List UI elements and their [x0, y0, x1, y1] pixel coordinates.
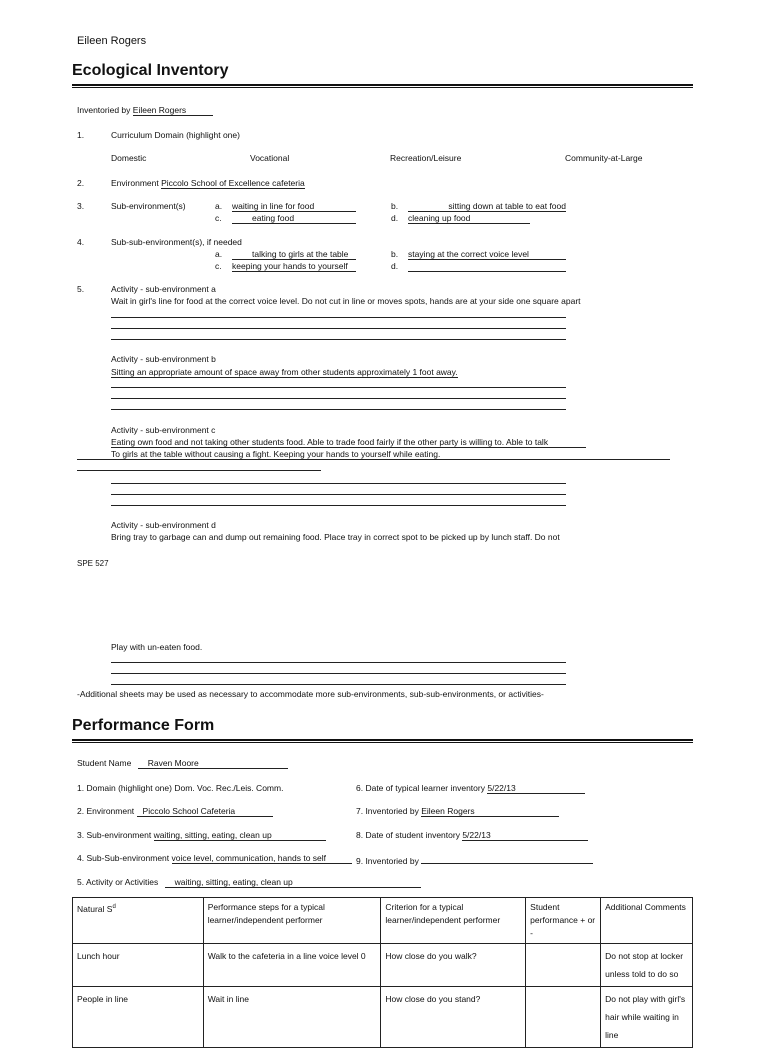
table-header-student-performance: Student performance + or - — [526, 898, 601, 944]
q3-d-mark: d. — [391, 213, 399, 223]
subenv-d-field[interactable] — [408, 213, 530, 224]
answer-line[interactable] — [111, 387, 566, 388]
answer-line[interactable] — [111, 317, 566, 318]
perf-inventoried-by-label: 7. Inventoried by — [356, 806, 419, 816]
activity-b-text: Sitting an appropriate amount of space away from other students approximately 1 foot away. — [111, 367, 458, 377]
q2-number: 2. — [77, 178, 85, 188]
answer-line[interactable] — [77, 470, 321, 471]
perf-subsubenv-label: 4. Sub-Sub-environment — [77, 853, 170, 863]
date-student-row — [356, 830, 588, 841]
answer-line[interactable] — [111, 409, 566, 410]
inventoried-by-label: Inventoried by — [77, 105, 131, 115]
subenv-b-value: sitting down at table to eat food — [408, 201, 566, 212]
q3-a-mark: a. — [215, 201, 223, 211]
subenv-c-field[interactable] — [232, 213, 356, 224]
perf-activities-field[interactable]: waiting, sitting, eating, clean up — [165, 877, 421, 888]
inventoried-by-field[interactable]: Eileen Rogers — [133, 105, 213, 116]
perf-subsubenv-field[interactable]: voice level, communication, hands to self — [172, 853, 352, 864]
environment-row — [77, 806, 273, 817]
subsub-d-value — [408, 261, 566, 272]
activity-c-text-1: Eating own food and not taking other students food. Able to trade food fairly if the other party is willing to. Able to talk — [111, 437, 586, 448]
date-student-field[interactable]: 5/22/13 — [462, 830, 588, 841]
q3-number: 3. — [77, 201, 85, 211]
subenv-d-value: cleaning up food — [408, 213, 530, 224]
title-divider — [72, 84, 693, 88]
activity-c-text-2[interactable]: To girls at the table without causing a fight. Keeping your hands to yourself while eating. — [111, 449, 441, 459]
date-student-label: 8. Date of student inventory — [356, 830, 460, 840]
perf-activities-label: 5. Activity or Activities — [77, 877, 159, 887]
answer-line[interactable] — [111, 398, 566, 399]
table-cell[interactable]: Walk to the cafeteria in a line voice level 0 — [203, 944, 381, 987]
q1-number: 1. — [77, 130, 85, 140]
domain-option-community[interactable]: Community-at-Large — [565, 153, 643, 163]
table-cell[interactable]: How close do you walk? — [381, 944, 526, 987]
domain-row[interactable]: 1. Domain (highlight one) Dom. Voc. Rec./Leis. Comm. — [77, 783, 284, 793]
q3-c-mark: c. — [215, 213, 222, 223]
activity-d-label: Activity - sub-environment d — [111, 520, 216, 530]
q4-c-mark: c. — [215, 261, 222, 271]
table-row — [73, 944, 693, 987]
q2-row — [111, 178, 305, 189]
perf-inventoried-by-2-label: 9. Inventoried by — [356, 856, 419, 866]
perf-subenv-label: 3. Sub-environment — [77, 830, 152, 840]
answer-line[interactable] — [111, 662, 566, 663]
perf-environment-field[interactable]: Piccolo School Cafeteria — [137, 806, 273, 817]
subsub-a-value: talking to girls at the table — [232, 249, 356, 260]
date-typical-label: 6. Date of typical learner inventory — [356, 783, 485, 793]
table-row — [73, 987, 693, 1048]
domain-option-vocational[interactable]: Vocational — [250, 153, 290, 163]
date-typical-row — [356, 783, 585, 794]
environment-field[interactable]: Piccolo School of Excellence cafeteria — [161, 178, 305, 188]
subsub-b-field[interactable] — [408, 249, 566, 260]
header-superscript: d — [112, 904, 116, 910]
answer-line[interactable] — [111, 483, 566, 484]
table-header-natural-sd — [73, 898, 204, 944]
student-name-row — [77, 758, 288, 769]
student-name-label: Student Name — [77, 758, 132, 768]
table-cell[interactable]: Do not stop at locker unless told to do so — [601, 944, 693, 987]
header-text: Natural S — [77, 903, 113, 914]
subsub-a-field[interactable] — [232, 249, 356, 260]
subenv-c-value: eating food — [232, 213, 356, 224]
activity-b-field[interactable] — [111, 367, 458, 378]
activity-d-text-continued[interactable]: Play with un-eaten food. — [111, 642, 203, 652]
subsub-b-value: staying at the correct voice level — [408, 249, 566, 260]
student-name-field[interactable]: Raven Moore — [138, 758, 288, 769]
performance-title: Performance Form — [72, 717, 215, 734]
subenv-row — [77, 830, 326, 841]
subsubenv-row — [77, 853, 352, 864]
perf-environment-label: 2. Environment — [77, 806, 135, 816]
inventoried-by-perf-row — [356, 806, 559, 817]
table-cell[interactable]: People in line — [73, 987, 204, 1048]
inventoried-by-2-row — [356, 853, 593, 866]
table-header-performance-steps: Performance steps for a typical learner/independent performer — [203, 898, 381, 944]
table-header-criterion: Criterion for a typical learner/independent performer — [381, 898, 526, 944]
answer-line[interactable] — [77, 459, 670, 460]
q1-label: Curriculum Domain (highlight one) — [111, 130, 240, 140]
q3-b-mark: b. — [391, 201, 399, 211]
activity-c-field-1[interactable] — [111, 437, 586, 448]
inventory-title: Ecological Inventory — [72, 62, 229, 79]
perf-subenv-field[interactable]: waiting, sitting, eating, clean up — [154, 830, 326, 841]
table-header-comments: Additional Comments — [601, 898, 693, 944]
date-typical-field[interactable]: 5/22/13 — [487, 783, 585, 794]
table-cell[interactable] — [526, 944, 601, 987]
q4-b-mark: b. — [391, 249, 399, 259]
q4-number: 4. — [77, 237, 85, 247]
subsub-d-field[interactable] — [408, 261, 566, 274]
q4-label: Sub-sub-environment(s), if needed — [111, 237, 242, 247]
q4-a-mark: a. — [215, 249, 223, 259]
table-cell[interactable]: Do not play with girl's hair while waiting in line — [601, 987, 693, 1048]
page-footer-code: SPE 527 — [77, 559, 109, 568]
table-cell[interactable]: Wait in line — [203, 987, 381, 1048]
performance-table — [72, 897, 693, 1048]
inventoried-by-row — [77, 105, 213, 116]
table-cell[interactable]: How close do you stand? — [381, 987, 526, 1048]
author-name: Eileen Rogers — [77, 35, 147, 47]
answer-line[interactable] — [111, 494, 566, 495]
q3-label: Sub-environment(s) — [111, 201, 186, 211]
subenv-a-value: waiting in line for food — [232, 201, 356, 212]
activities-row — [77, 877, 421, 888]
answer-line[interactable] — [111, 505, 566, 506]
perf-inventoried-by-2-field[interactable] — [421, 853, 593, 864]
table-cell[interactable]: Lunch hour — [73, 944, 204, 987]
activity-c-label: Activity - sub-environment c — [111, 425, 216, 435]
subsub-c-value: keeping your hands to yourself — [232, 261, 356, 272]
activity-a-text[interactable]: Wait in girl's line for food at the correct voice level. Do not cut in line or moves spots, hands are at your side one square apart — [111, 296, 581, 306]
performance-divider — [72, 739, 693, 743]
subenv-a-field[interactable] — [232, 201, 356, 212]
answer-line[interactable] — [111, 339, 566, 340]
answer-line[interactable] — [111, 673, 566, 674]
subenv-b-field[interactable] — [408, 201, 566, 212]
subsub-c-field[interactable] — [232, 261, 356, 272]
activity-d-text[interactable]: Bring tray to garbage can and dump out remaining food. Place tray in correct spot to be picked up by lunch staff. Do not — [111, 532, 560, 542]
table-header-row — [73, 898, 693, 944]
answer-line[interactable] — [111, 328, 566, 329]
domain-option-domestic[interactable]: Domestic — [111, 153, 147, 163]
additional-sheets-note: -Additional sheets may be used as necessary to accommodate more sub-environments, sub-sub-environments, or activities- — [77, 689, 544, 699]
activity-b-label: Activity - sub-environment b — [111, 354, 216, 364]
activity-a-label: Activity - sub-environment a — [111, 284, 216, 294]
environment-label: Environment — [111, 178, 159, 188]
q5-number: 5. — [77, 284, 85, 294]
q4-d-mark: d. — [391, 261, 399, 271]
answer-line[interactable] — [111, 684, 566, 685]
perf-inventoried-by-field[interactable]: Eileen Rogers — [421, 806, 559, 817]
domain-option-recreation[interactable]: Recreation/Leisure — [390, 153, 462, 163]
table-cell[interactable] — [526, 987, 601, 1048]
